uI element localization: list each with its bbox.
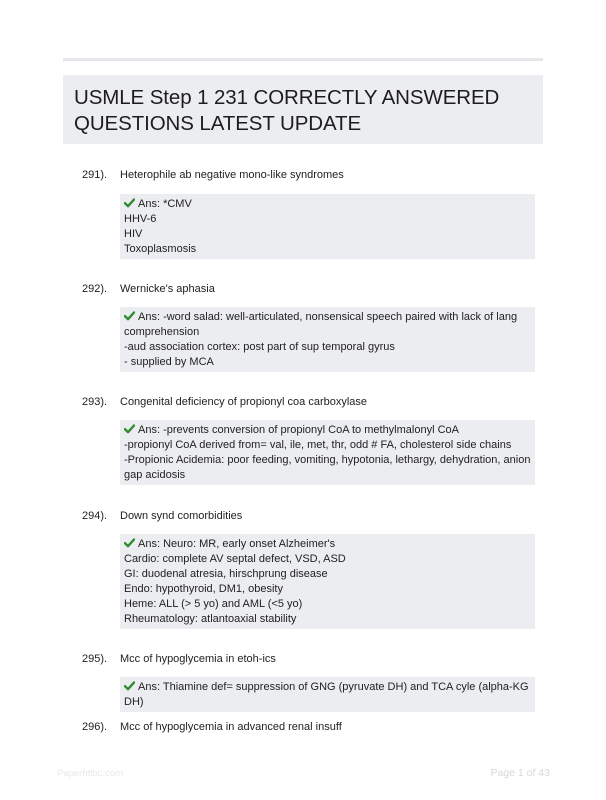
answer-line: -Propionic Acidemia: poor feeding, vomiting, hypotonia, lethargy, dehydration, anion [124,454,531,466]
check-icon [124,681,135,691]
question-text: Down synd comorbidities [120,510,243,522]
question-number: 294). [82,510,108,522]
answer-box [120,677,535,712]
question-text: Mcc of hypoglycemia in etoh-ics [120,653,276,665]
answer-line: Cardio: complete AV septal defect, VSD, ASD [124,553,346,565]
question-number: 292). [82,283,108,295]
title-line-2: QUESTIONS LATEST UPDATE [74,112,362,135]
check-icon [124,311,135,321]
answer-line: Ans: -word salad: well-articulated, nonsensical speech paired with lack of lang [124,310,531,325]
answer-line: GI: duodenal atresia, hirschprung disease [124,568,328,580]
top-divider [63,58,543,61]
answer-line: HIV [124,228,143,240]
answer-box [120,534,535,629]
question-number: 291). [82,169,108,181]
answer-line: Ans: Thiamine def= suppression of GNG (pyruvate DH) and TCA cyle (alpha-KG DH) [124,681,529,708]
title-line-1: USMLE Step 1 231 CORRECTLY ANSWERED [74,86,500,109]
answer-line: Toxoplasmosis [124,243,197,255]
watermark-text: Paperhtlbc.com [57,768,124,779]
answer-line: Endo: hypothyroid, DM1, obesity [124,583,283,595]
answer-box [120,307,535,372]
answer-box [120,194,535,259]
answer-line: HHV-6 [124,213,157,225]
question-number: 295). [82,653,108,665]
page-number: Page 1 of 43 [490,767,550,779]
answer-line: Ans: -prevents conversion of propionyl CoA to methylmalonyl CoA [124,423,531,438]
question-number: 296). [82,721,108,733]
answer-line: - supplied by MCA [124,356,214,368]
answer-line: Heme: ALL (> 5 yo) and AML (<5 yo) [124,598,303,610]
question-text: Heterophile ab negative mono-like syndromes [120,169,344,181]
answer-line: Rheumatology: atlantoaxial stability [124,613,297,625]
question-number: 293). [82,396,108,408]
answer-line: Ans: *CMV [124,197,531,212]
question-text: Wernicke's aphasia [120,283,215,295]
answer-line: -propionyl CoA derived from= val, ile, met, thr, odd # FA, cholesterol side chains [124,439,512,451]
document-title-box [63,75,543,144]
answer-line: comprehension [124,326,200,338]
check-icon [124,538,135,548]
check-icon [124,424,135,434]
answer-line: Ans: Neuro: MR, early onset Alzheimer's [124,537,531,552]
answer-line: gap acidosis [124,469,186,481]
question-text: Mcc of hypoglycemia in advanced renal insuff [120,721,342,733]
check-icon [124,198,135,208]
answer-line: -aud association cortex: post part of sup temporal gyrus [124,341,395,353]
document-title [74,85,533,137]
question-text: Congenital deficiency of propionyl coa carboxylase [120,396,368,408]
answer-box [120,420,535,485]
